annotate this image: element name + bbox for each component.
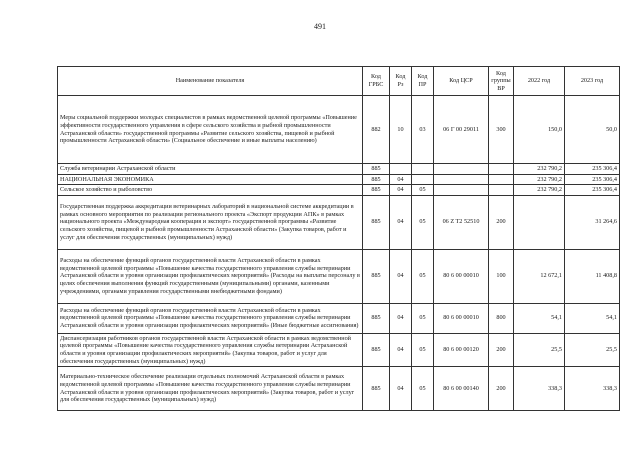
row-grbs: 885 bbox=[363, 367, 390, 411]
row-2023: 338,3 bbox=[565, 367, 620, 411]
row-name: Служба ветеринарии Астраханской области bbox=[58, 164, 363, 175]
row-vr: 200 bbox=[489, 333, 514, 366]
row-pr bbox=[412, 164, 434, 175]
row-rz: 04 bbox=[390, 333, 412, 366]
row-name: Диспансеризация работников органов государственной власти Астраханской области в рамках ведомственной целевой программы «Повышение качества государственного управления службы ветеринарии Астраханской области и уровня организации профилактических мероприятий» (Закупка товаров, работ и услуг для обеспечения государственных (муниципальных) нужд) bbox=[58, 333, 363, 366]
row-2022: 232 790,2 bbox=[514, 174, 565, 185]
row-2022: 232 790,2 bbox=[514, 164, 565, 175]
row-csr bbox=[434, 174, 489, 185]
header-name: Наименование показателя bbox=[58, 67, 363, 96]
header-2022: 2022 год bbox=[514, 67, 565, 96]
row-pr: 05 bbox=[412, 185, 434, 196]
header-2023: 2023 год bbox=[565, 67, 620, 96]
row-2022: 54,1 bbox=[514, 303, 565, 333]
row-csr: 80 6 00 00010 bbox=[434, 303, 489, 333]
row-grbs: 882 bbox=[363, 96, 390, 164]
row-2023: 11 408,8 bbox=[565, 249, 620, 303]
row-vr bbox=[489, 164, 514, 175]
table-row bbox=[58, 164, 620, 175]
row-name: Сельское хозяйство и рыболовство bbox=[58, 185, 363, 196]
row-name: Меры социальной поддержки молодых специалистов в рамках ведомственной целевой программы «Повышение эффективности государственного управления в сфере сельского хозяйства и рыбной промышленности Астраханской области» государственной программы «Развитие сельского хозяйства, пищевой и рыбной промышленности Астраханской области» (Социальное обеспечение и иные выплаты населению) bbox=[58, 96, 363, 164]
row-vr bbox=[489, 185, 514, 196]
row-2023: 54,1 bbox=[565, 303, 620, 333]
row-csr bbox=[434, 185, 489, 196]
row-vr: 800 bbox=[489, 303, 514, 333]
row-csr: 06 Г 00 29011 bbox=[434, 96, 489, 164]
row-rz: 10 bbox=[390, 96, 412, 164]
header-csr: Код ЦСР bbox=[434, 67, 489, 96]
row-grbs: 885 bbox=[363, 195, 390, 249]
row-2022: 232 790,2 bbox=[514, 185, 565, 196]
row-2022: 12 672,1 bbox=[514, 249, 565, 303]
header-row bbox=[58, 67, 620, 96]
row-name: Материально-техническое обеспечение реализации отдельных полномочий Астраханской области в рамках ведомственной целевой программы «Повышение качества государственного управления службы ветеринарии Астраханской области и уровня организации профилактических мероприятий» (Закупка товаров, работ и услуг для обеспечения государственных (муниципальных) нужд) bbox=[58, 367, 363, 411]
row-pr: 05 bbox=[412, 333, 434, 366]
row-2023: 50,0 bbox=[565, 96, 620, 164]
row-2023: 235 306,4 bbox=[565, 164, 620, 175]
row-vr bbox=[489, 174, 514, 185]
row-grbs: 885 bbox=[363, 249, 390, 303]
row-rz: 04 bbox=[390, 185, 412, 196]
row-vr: 100 bbox=[489, 249, 514, 303]
budget-table bbox=[57, 66, 620, 411]
table-row bbox=[58, 303, 620, 333]
row-name: Государственная поддержка аккредитации ветеринарных лабораторий в национальной системе аккредитации в рамках основного мероприятия по реализации регионального проекта «Экспорт продукции АПК» в рамках национального проекта «Международная кооперация и экспорт» государственной программы «Развитие сельского хозяйства, пищевой и рыбной промышленности Астраханской области» (Закупка товаров, работ и услуг для обеспечения государственных (муниципальных) нужд) bbox=[58, 195, 363, 249]
table-row bbox=[58, 96, 620, 164]
row-csr bbox=[434, 164, 489, 175]
row-rz: 04 bbox=[390, 303, 412, 333]
row-2022: 338,3 bbox=[514, 367, 565, 411]
row-csr: 80 6 00 00140 bbox=[434, 367, 489, 411]
row-2022: 150,0 bbox=[514, 96, 565, 164]
row-pr: 05 bbox=[412, 367, 434, 411]
row-2023: 31 264,6 bbox=[565, 195, 620, 249]
row-rz: 04 bbox=[390, 174, 412, 185]
row-2023: 235 306,4 bbox=[565, 174, 620, 185]
table-row bbox=[58, 174, 620, 185]
row-csr: 06 Z T2 52510 bbox=[434, 195, 489, 249]
page-number: 491 bbox=[314, 22, 326, 31]
header-grbs: Код ГРБС bbox=[363, 67, 390, 96]
row-grbs: 885 bbox=[363, 303, 390, 333]
row-pr: 05 bbox=[412, 303, 434, 333]
row-2023: 235 306,4 bbox=[565, 185, 620, 196]
row-pr: 05 bbox=[412, 249, 434, 303]
row-vr: 300 bbox=[489, 96, 514, 164]
row-2022: 25,5 bbox=[514, 333, 565, 366]
header-pr: Код ПР bbox=[412, 67, 434, 96]
row-vr: 200 bbox=[489, 195, 514, 249]
row-csr: 80 6 00 00010 bbox=[434, 249, 489, 303]
table-row bbox=[58, 333, 620, 366]
row-2022 bbox=[514, 195, 565, 249]
table-row bbox=[58, 249, 620, 303]
row-rz: 04 bbox=[390, 367, 412, 411]
row-rz bbox=[390, 164, 412, 175]
row-rz: 04 bbox=[390, 249, 412, 303]
row-grbs: 885 bbox=[363, 174, 390, 185]
table-row bbox=[58, 185, 620, 196]
row-grbs: 885 bbox=[363, 333, 390, 366]
table-row bbox=[58, 195, 620, 249]
row-csr: 80 6 00 00120 bbox=[434, 333, 489, 366]
row-pr: 03 bbox=[412, 96, 434, 164]
row-pr bbox=[412, 174, 434, 185]
row-name: Расходы на обеспечение функций органов государственной власти Астраханской области в рамках ведомственной целевой программы «Повышение качества государственного управления службы ветеринарии Астраханской области и уровня организации профилактических мероприятий» (Расходы на выплаты персоналу в целях обеспечения выполнения функций государственными (муниципальными) органами, казенными учреждениями, органами управления государственными внебюджетными фондами) bbox=[58, 249, 363, 303]
row-rz: 04 bbox=[390, 195, 412, 249]
row-grbs: 885 bbox=[363, 164, 390, 175]
table-row bbox=[58, 367, 620, 411]
row-2023: 25,5 bbox=[565, 333, 620, 366]
row-name: Расходы на обеспечение функций органов государственной власти Астраханской области в рамках ведомственной целевой программы «Повышение качества государственного управления службы ветеринарии Астраханской области и уровня организации профилактических мероприятий» (Иные бюджетные ассигнования) bbox=[58, 303, 363, 333]
row-name: НАЦИОНАЛЬНАЯ ЭКОНОМИКА bbox=[58, 174, 363, 185]
row-pr: 05 bbox=[412, 195, 434, 249]
header-rz: Код Рз bbox=[390, 67, 412, 96]
row-grbs: 885 bbox=[363, 185, 390, 196]
header-vr: Код группы ВР bbox=[489, 67, 514, 96]
row-vr: 200 bbox=[489, 367, 514, 411]
